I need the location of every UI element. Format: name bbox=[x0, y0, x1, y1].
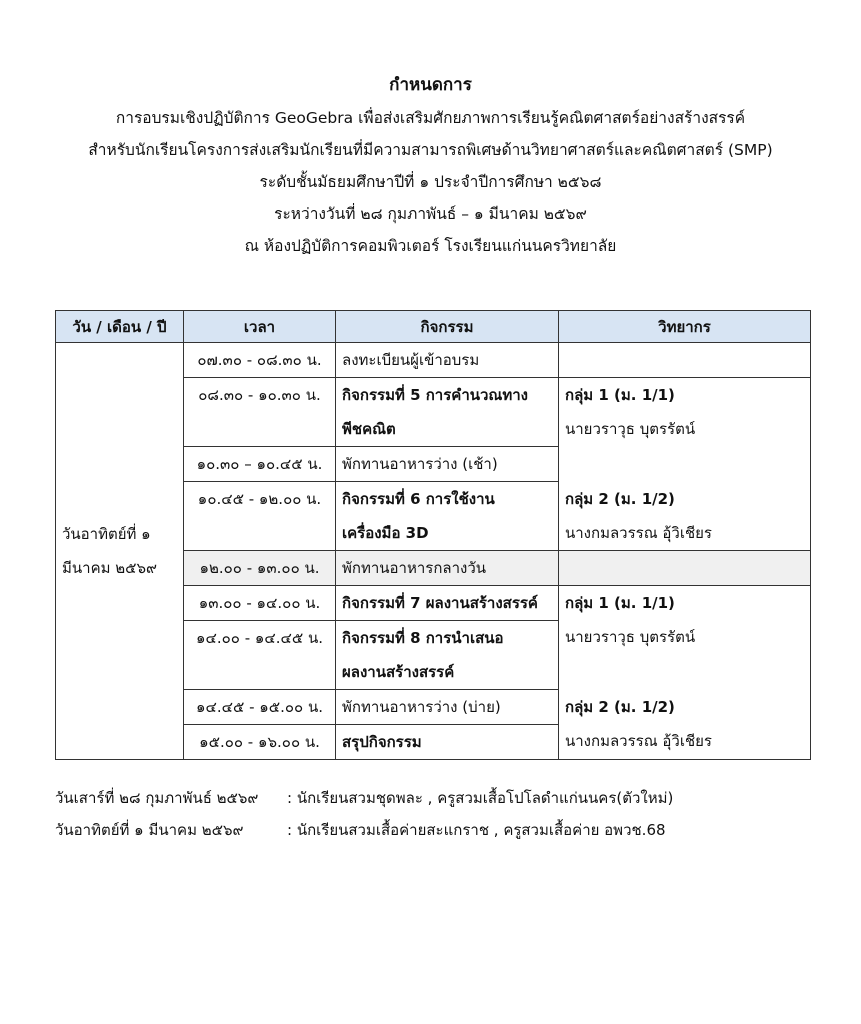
activity-text: กิจกรรมที่ 5 การคำนวณทาง bbox=[342, 386, 528, 404]
time-cell: ๑๓.๐๐ - ๑๔.๐๐ น. bbox=[184, 586, 336, 621]
speaker-name: นายวราวุธ บุตรรัตน์ bbox=[565, 420, 696, 438]
speaker-group: กลุ่ม 2 (ม. 1/2) bbox=[565, 489, 675, 508]
speaker-cell-empty bbox=[559, 343, 811, 378]
event-dates: ระหว่างวันที่ ๒๘ กุมภาพันธ์ – ๑ มีนาคม ๒๕๖๙ bbox=[274, 205, 587, 223]
speaker-group: กลุ่ม 2 (ม. 1/2) bbox=[565, 697, 675, 716]
speaker-cell-empty bbox=[559, 447, 811, 482]
dress-code-notes bbox=[55, 782, 673, 846]
header-speaker: วิทยากร bbox=[559, 311, 811, 343]
time-cell: ๐๘.๓๐ - ๑๐.๓๐ น. bbox=[184, 378, 336, 447]
note-text: : นักเรียนสวมชุดพละ , ครูสวมเสื้อโปโลดำแก่นนคร(ตัวใหม่) bbox=[287, 789, 674, 807]
note-row bbox=[55, 814, 673, 846]
note-label: วันเสาร์ที่ ๒๘ กุมภาพันธ์ ๒๕๖๙ bbox=[55, 789, 259, 807]
table-header-row bbox=[56, 311, 811, 343]
date-cell bbox=[56, 343, 184, 760]
date-line-2: มีนาคม ๒๕๖๙ bbox=[62, 559, 158, 577]
activity-text: พักทานอาหารว่าง (เช้า) bbox=[342, 455, 498, 473]
speaker-name: นายวราวุธ บุตรรัตน์ bbox=[565, 628, 696, 646]
activity-cell bbox=[336, 447, 559, 482]
speaker-cell bbox=[559, 482, 811, 551]
activity-cell bbox=[336, 725, 559, 760]
activity-cell bbox=[336, 586, 559, 621]
activity-text: กิจกรรมที่ 7 ผลงานสร้างสรรค์ bbox=[342, 594, 538, 612]
speaker-cell bbox=[559, 378, 811, 447]
activity-text: กิจกรรมที่ 6 การใช้งาน bbox=[342, 490, 495, 508]
schedule-table bbox=[55, 310, 811, 760]
activity-cell bbox=[336, 621, 559, 690]
speaker-cell bbox=[559, 690, 811, 760]
time-cell: ๑๔.๔๕ - ๑๕.๐๐ น. bbox=[184, 690, 336, 725]
activity-text: พีชคณิต bbox=[342, 420, 396, 438]
activity-cell bbox=[336, 551, 559, 586]
header-activity: กิจกรรม bbox=[336, 311, 559, 343]
table-row bbox=[56, 343, 811, 378]
activity-text: ผลงานสร้างสรรค์ bbox=[342, 663, 455, 681]
speaker-name: นางกมลวรรณ อุ้วิเชียร bbox=[565, 731, 712, 750]
time-cell: ๑๐.๔๕ - ๑๒.๐๐ น. bbox=[184, 482, 336, 551]
speaker-group: กลุ่ม 1 (ม. 1/1) bbox=[565, 594, 675, 612]
activity-text: พักทานอาหารว่าง (บ่าย) bbox=[342, 698, 501, 716]
activity-cell bbox=[336, 378, 559, 447]
event-venue: ณ ห้องปฏิบัติการคอมพิวเตอร์ โรงเรียนแก่นนครวิทยาลัย bbox=[244, 237, 617, 255]
activity-cell bbox=[336, 482, 559, 551]
time-cell: ๑๐.๓๐ – ๑๐.๔๕ น. bbox=[184, 447, 336, 482]
activity-cell bbox=[336, 343, 559, 378]
target-participants: สำหรับนักเรียนโครงการส่งเสริมนักเรียนที่มีความสามารถพิเศษด้านวิทยาศาสตร์และคณิตศาสตร์ (SMP) bbox=[88, 141, 773, 159]
time-cell: ๑๔.๐๐ - ๑๔.๔๕ น. bbox=[184, 621, 336, 690]
document-header bbox=[0, 68, 861, 262]
date-line-1: วันอาทิตย์ที่ ๑ bbox=[62, 525, 151, 543]
note-row bbox=[55, 782, 673, 814]
time-cell: ๑๕.๐๐ - ๑๖.๐๐ น. bbox=[184, 725, 336, 760]
header-date: วัน / เดือน / ปี bbox=[56, 311, 184, 343]
document-title: กำหนดการ bbox=[389, 75, 472, 95]
speaker-name: นางกมลวรรณ อุ้วิเชียร bbox=[565, 523, 712, 542]
time-cell: ๑๒.๐๐ - ๑๓.๐๐ น. bbox=[184, 551, 336, 586]
activity-text: กิจกรรมที่ 8 การนำเสนอ bbox=[342, 629, 504, 647]
activity-cell bbox=[336, 690, 559, 725]
activity-text: เครื่องมือ 3D bbox=[342, 524, 429, 542]
note-label: วันอาทิตย์ที่ ๑ มีนาคม ๒๕๖๙ bbox=[55, 821, 244, 839]
speaker-cell-empty bbox=[559, 551, 811, 586]
note-text: : นักเรียนสวมเสื้อค่ายสะแกราช , ครูสวมเสื้อค่าย อพวช.68 bbox=[287, 821, 666, 839]
speaker-group: กลุ่ม 1 (ม. 1/1) bbox=[565, 386, 675, 404]
header-time: เวลา bbox=[184, 311, 336, 343]
time-cell: ๐๗.๓๐ - ๐๘.๓๐ น. bbox=[184, 343, 336, 378]
event-name: การอบรมเชิงปฏิบัติการ GeoGebra เพื่อส่งเสริมศักยภาพการเรียนรู้คณิตศาสตร์อย่างสร้างสรรค์ bbox=[115, 109, 746, 127]
activity-text: พักทานอาหารกลางวัน bbox=[342, 559, 487, 577]
grade-level: ระดับชั้นมัธยมศึกษาปีที่ ๑ ประจำปีการศึกษา ๒๕๖๘ bbox=[259, 173, 602, 191]
activity-text: สรุปกิจกรรม bbox=[342, 733, 422, 751]
activity-text: ลงทะเบียนผู้เข้าอบรม bbox=[342, 351, 480, 369]
speaker-cell bbox=[559, 586, 811, 690]
